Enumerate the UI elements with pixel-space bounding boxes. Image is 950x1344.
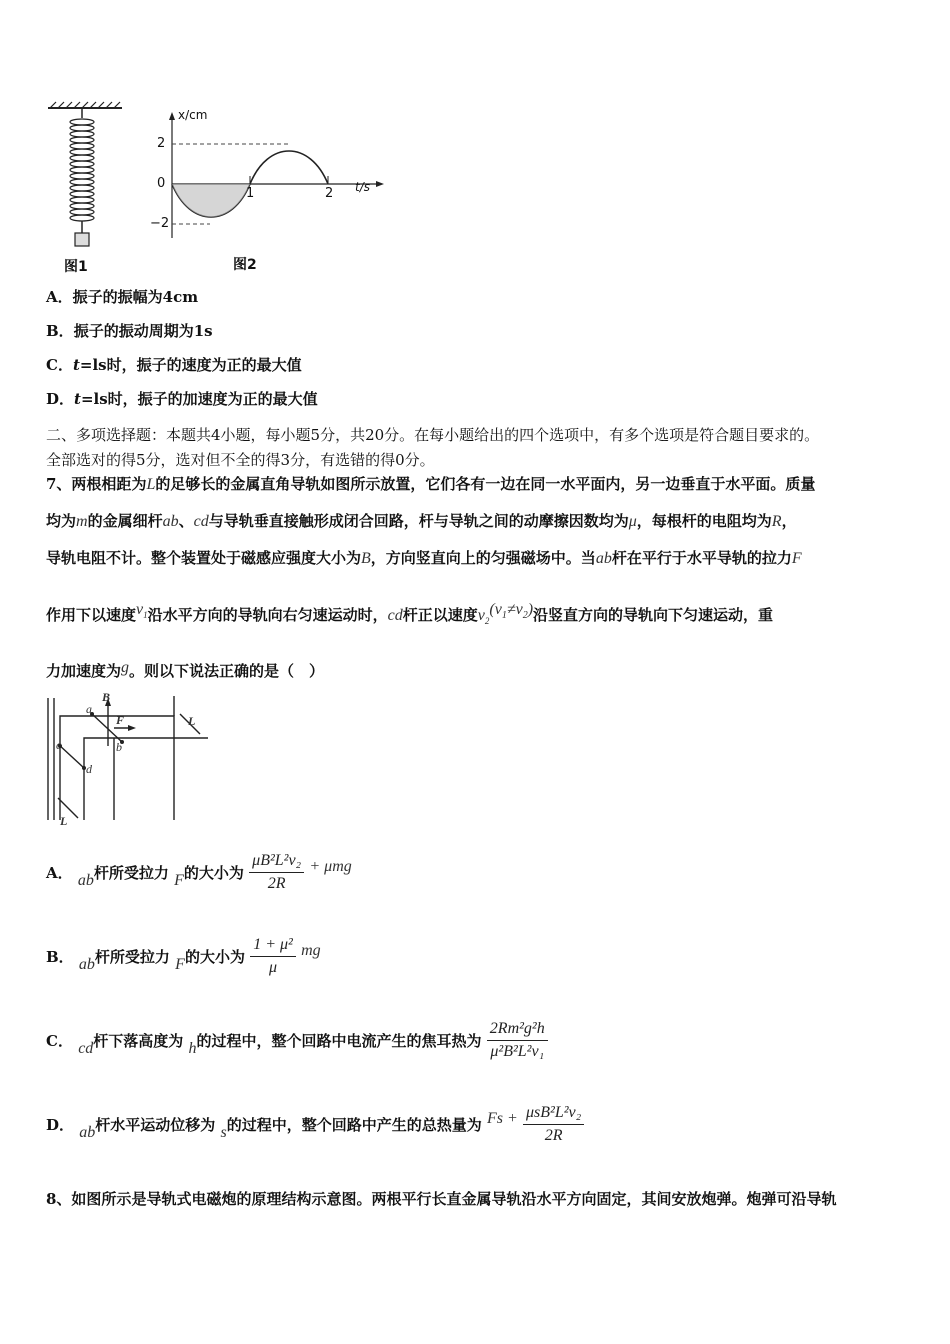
q7-line5: 力加速度为g。则以下说法正确的是（ ） xyxy=(46,659,325,680)
q7-line1: 7、两根相距为L的足够长的金属直角导轨如图所示放置，它们各有一边在同一水平面内，另一边垂直于水平面。质量 xyxy=(46,475,816,493)
x-axis-label: t/s xyxy=(355,180,370,194)
figure-1-spring xyxy=(44,100,134,280)
q6-option-b: B．振子的振动周期为1s xyxy=(46,322,213,340)
q7-option-c: C． cd杆下落高度为 h的过程中，整个回路中电流产生的焦耳热为 $\frac{\text{2Rm²g²h}}{\text{μ²B²L²v₁}}$ xyxy=(46,1020,548,1061)
fig-label-d: d xyxy=(86,762,92,776)
q7c-fraction: $\frac{\text{2Rm²g²h}}{\text{μ²B²L²v₁}}$ xyxy=(487,1020,548,1061)
spring-diagram xyxy=(44,100,134,280)
x-tick-2: 2 xyxy=(325,186,334,201)
q8-line1: 8、如图所示是导轨式电磁炮的原理结构示意图。两根平行长直金属导轨沿水平方向固定，其间安放炮弹。炮弹可沿导轨 xyxy=(46,1190,837,1208)
x-t-graph xyxy=(150,108,390,248)
figure-1-label: 图1 xyxy=(64,259,88,275)
q7-option-d: D． ab杆水平运动位移为 s的过程中，整个回路中产生的总热量为 Fs + $\frac{\text{μsB²L²v₂}}{2R}$ xyxy=(46,1104,584,1145)
q6-option-c: C．t=ls时，振子的速度为正的最大值 xyxy=(46,356,302,374)
q7-line4: 作用下以速度$v_1$沿水平方向的导轨向右匀速运动时，cd杆正以速度$v_2(v_1\ne v_2)$沿竖直方向的导轨向下匀速运动，重 xyxy=(46,601,774,626)
fig-label-c: c xyxy=(56,738,62,752)
y-tick-0: 0 xyxy=(157,176,166,191)
q7-option-a: A． ab杆所受拉力 F的大小为 $\frac{\text{μB²L²v₂}}{2R}$ + μmg xyxy=(46,852,352,892)
q7d-fraction: $\frac{\text{μsB²L²v₂}}{2R}$ xyxy=(523,1104,584,1145)
fig-label-l-right: L xyxy=(188,714,196,728)
q7a-fraction: $\frac{\text{μB²L²v₂}}{2R}$ xyxy=(249,852,304,893)
figure-2-label: 图2 xyxy=(233,257,257,273)
fig-label-b-point: b xyxy=(116,740,122,754)
fig-label-f: F xyxy=(116,713,125,727)
q6-option-d: D．t=ls时，振子的加速度为正的最大值 xyxy=(46,390,318,408)
section2-line1: 二、多项选择题：本题共4小题，每小题5分，共20分。在每小题给出的四个选项中，有多个选项是符合题目要求的。 xyxy=(46,426,820,444)
q7b-fraction: $\frac{\text{1 + μ²}}{\mu}$ xyxy=(250,936,296,977)
rail-diagram xyxy=(44,690,214,830)
q7-rail-figure xyxy=(44,690,214,830)
q7-line3: 导轨电阻不计。整个装置处于磁感应强度大小为B，方向竖直向上的匀强磁场中。当ab杆在平行于水平导轨的拉力F xyxy=(46,549,802,567)
fig-label-l-bottom: L xyxy=(60,814,68,828)
section2-line2: 全部选对的得5分，选对但不全的得3分，有选错的得0分。 xyxy=(46,451,435,469)
y-tick-neg2: −2 xyxy=(150,216,170,231)
figure-2-graph xyxy=(150,108,390,248)
fig-label-a: a xyxy=(86,702,92,716)
q6-option-a: A．振子的振幅为4cm xyxy=(46,288,199,306)
q7-option-b: B． ab杆所受拉力 F的大小为 $\frac{\text{1 + μ²}}{\mu}$ mg xyxy=(46,936,321,976)
fig-label-b-field: B xyxy=(102,690,111,704)
y-tick-2: 2 xyxy=(157,136,166,151)
y-axis-label: x/cm xyxy=(178,108,208,122)
q7-line2: 均为m的金属细杆ab、cd与导轨垂直接触形成闭合回路，杆与导轨之间的动摩擦因数均为μ，每根杆的电阻均为R， xyxy=(46,512,797,530)
x-tick-1: 1 xyxy=(246,186,255,201)
